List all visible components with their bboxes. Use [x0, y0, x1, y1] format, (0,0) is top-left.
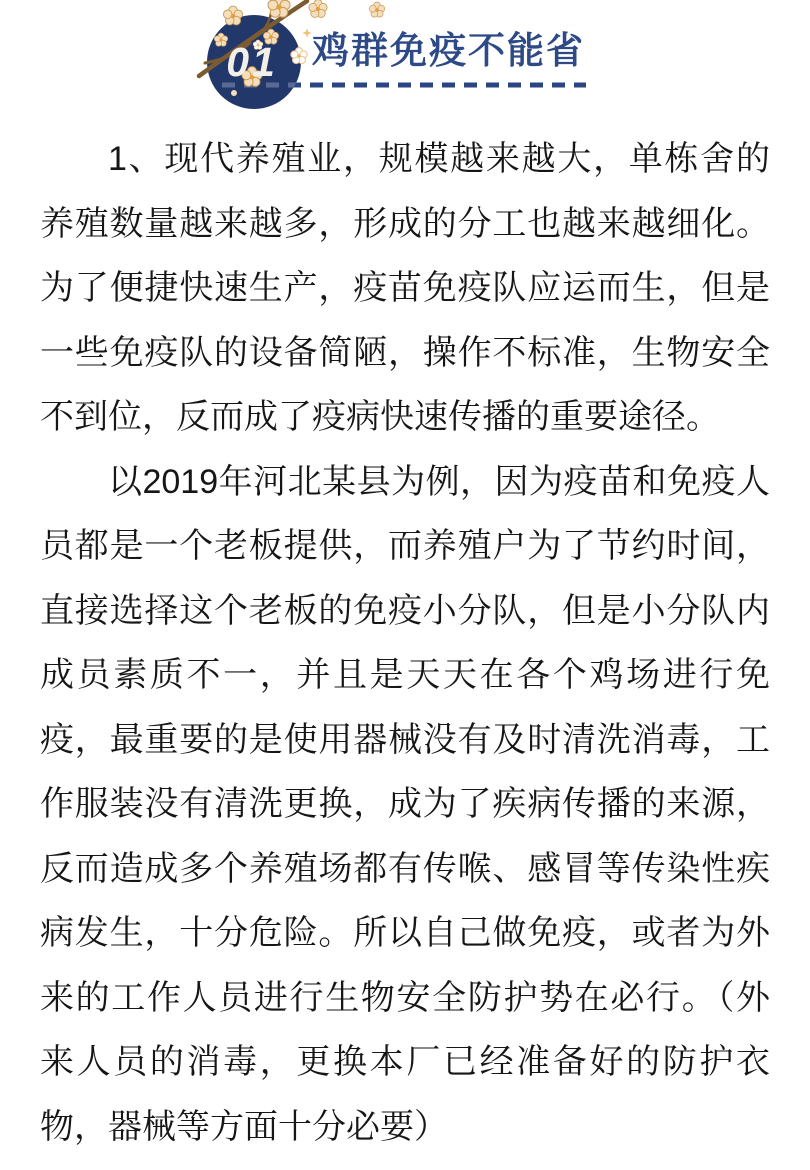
badge-number: 01 [226, 39, 278, 85]
plum-blossom-icon [223, 6, 242, 25]
plum-blossom-icon [369, 2, 384, 17]
blossom-bud-icon [231, 90, 237, 96]
page-title: 鸡群免疫不能省 [312, 30, 585, 71]
paragraph: 以2019年河北某县为例，因为疫苗和免疫人员都是一个老板提供，而养殖户为了节约时间，直接选择这个老板的免疫小分队，但是小分队内成员素质不一，并且是天天在各个鸡场进行免疫，最重要的是使用器械没有及时清洗消毒，工作服装没有清洗更换，成为了疾病传播的来源，反而造成多个养殖场都有传喉、感冒等传染性疾病发生，十分危险。所以自己做免疫，或者为外来的工作人员进行生物安全防护势在必行。（外来人员的消毒，更换本厂已经准备好的防护衣物，器械等方面十分必要） [40, 462, 770, 1146]
article-header [0, 0, 810, 125]
plum-blossom-icon [309, 0, 327, 17]
article-body [0, 125, 810, 1159]
plum-blossom-icon [268, 0, 290, 17]
paragraph: 1、现代养殖业，规模越来越大，单栋舍的养殖数量越来越多，形成的分工也越来越细化。为了便捷快速生产，疫苗免疫队应运而生，但是一些免疫队的设备简陋，操作不标准，生物安全不到位，反而成了疫病快速传播的重要途径。 [40, 140, 770, 436]
sparkle-icon [302, 28, 312, 38]
